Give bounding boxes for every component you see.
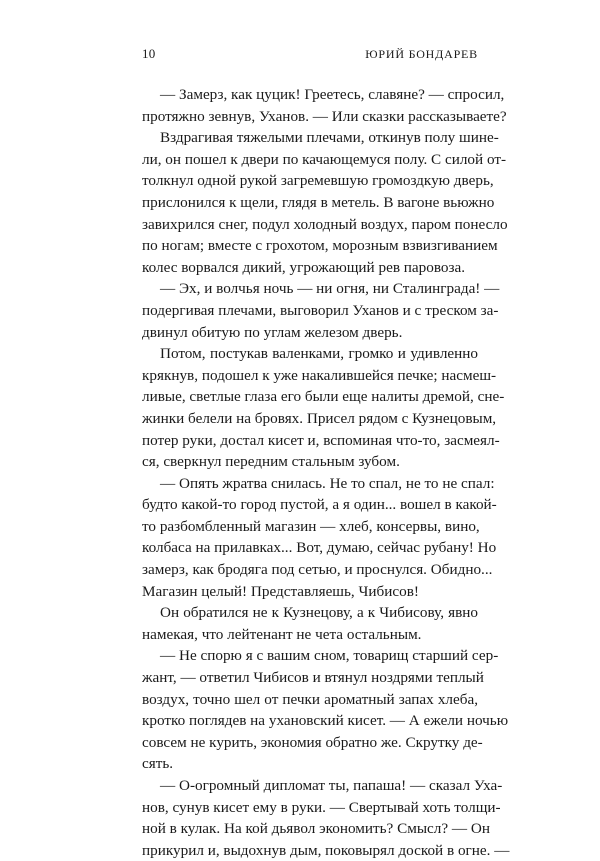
text-line: — Опять жратва снилась. Не то спал, не то не спал: bbox=[160, 474, 495, 492]
running-head bbox=[142, 46, 478, 62]
text-line: крякнув, подошел к уже накалившейся печке; насмеш- bbox=[142, 366, 497, 384]
text-line: будто какой-то город пустой, а я один... вошел в какой- bbox=[142, 496, 497, 514]
paragraph bbox=[142, 645, 509, 775]
paragraph bbox=[142, 775, 510, 861]
text-line: замерз, как бродяга под сетью, и проснулся. Обидно... bbox=[142, 561, 493, 579]
paragraph bbox=[142, 127, 508, 278]
text-line: ливые, светлые глаза его были еще налиты дремой, сне- bbox=[142, 388, 505, 406]
text-line: — Эх, и волчья ночь — ни огня, ни Сталинграда! — bbox=[160, 280, 500, 298]
text-line: ли, он пошел к двери по качающемуся полу. С силой от- bbox=[142, 150, 507, 168]
text-line: ной в кулак. На кой дьявол экономить? Смысл? — Он bbox=[142, 820, 490, 838]
text-line: потер руки, достал кисет и, вспоминая что-то, засмеял- bbox=[142, 431, 500, 449]
text-line: намекая, что лейтенант не чета остальным. bbox=[142, 625, 422, 643]
text-line: по ногам; вместе с грохотом, морозным взвизгиванием bbox=[142, 237, 498, 255]
paragraph bbox=[142, 473, 497, 603]
text-line: протяжно зевнув, Уханов. — Или сказки рассказываете? bbox=[142, 107, 507, 125]
text-line: прикурил и, выдохнув дым, поковырял доской в огне. — bbox=[142, 841, 510, 859]
text-line: кротко поглядев на ухановский кисет. — А ежели ночью bbox=[142, 712, 509, 730]
paragraph bbox=[142, 343, 505, 473]
paragraph bbox=[142, 278, 500, 343]
text-line: прислонился к щели, глядя в метель. В вагоне вьюжно bbox=[142, 193, 495, 211]
text-line: Он обратился не к Кузнецову, а к Чибисову, явно bbox=[160, 604, 478, 622]
text-line: колес ворвался дикий, угрожающий рев паровоза. bbox=[142, 258, 466, 276]
text-line: подергивая плечами, выговорил Уханов и с треском за- bbox=[142, 301, 499, 319]
text-line: — О-огромный дипломат ты, папаша! — сказал Уха- bbox=[160, 777, 503, 794]
text-line: совсем не курить, экономия обратно же. Скрутку дe- bbox=[142, 733, 483, 751]
text-line: Потом, постукав валенками, громко и удивленно bbox=[160, 345, 478, 363]
book-page bbox=[142, 46, 510, 861]
text-line: воздух, точно шел от печки ароматный запах хлеба, bbox=[142, 690, 478, 708]
paragraph bbox=[142, 84, 507, 127]
text-line: нов, сунув кисет ему в руки. — Свертывай хоть толщи- bbox=[142, 798, 501, 816]
text-line: — Замерз, как цуцик! Греетесь, славяне? — спросил, bbox=[160, 86, 505, 103]
text-line: Магазин целый! Представляешь, Чибисов! bbox=[142, 582, 419, 600]
text-line: жинки белели на бровях. Присел рядом с Кузнецовым, bbox=[142, 409, 497, 427]
text-line: — Не спорю я с вашим сном, товарищ старший сер- bbox=[160, 647, 499, 665]
page-number: 10 bbox=[142, 46, 156, 61]
text-line: Вздрагивая тяжелыми плечами, откинув полу шине- bbox=[160, 129, 499, 147]
text-line: сять. bbox=[142, 755, 174, 773]
paragraph bbox=[142, 602, 478, 645]
body-text bbox=[142, 84, 510, 861]
text-line: ся, сверкнул передним стальным зубом. bbox=[142, 453, 400, 471]
text-line: двинул обитую по углам железом дверь. bbox=[142, 323, 403, 341]
running-head-author: ЮРИЙ БОНДАРЕВ bbox=[365, 47, 478, 61]
text-line: то разбомбленный магазин — хлеб, консервы, вино, bbox=[142, 517, 480, 535]
text-line: жант, — ответил Чибисов и втянул ноздрями теплый bbox=[142, 669, 484, 687]
text-line: толкнул одной рукой загремевшую громоздкую дверь, bbox=[142, 172, 494, 190]
text-line: завихрился снег, подул холодный воздух, паром понесло bbox=[142, 215, 508, 233]
text-line: колбаса на прилавках... Вот, думаю, сейчас рубану! Но bbox=[142, 539, 497, 557]
